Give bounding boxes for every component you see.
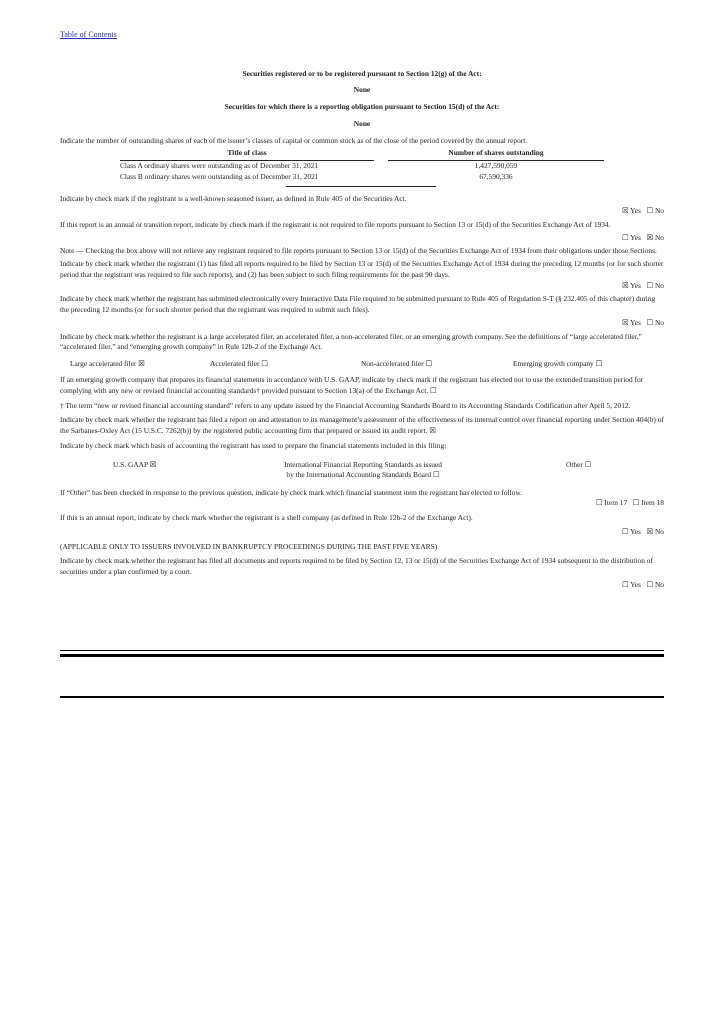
row-class-b-title: Class B ordinary shares were outstanding as of December 31, 2021 [120,171,319,181]
q-shell-text: If this is an annual report, indicate by check mark whether the registrant is a shell company (as defined in Rule 12b-2 of the Exchange Act). [60,513,473,523]
col-spacer [374,148,388,160]
outstanding-intro: Indicate the number of outstanding shares of each of the issuer’s classes of capital or common stock as of the close of the period covered by the annual report. [60,135,528,145]
emerging-growth-option[interactable]: Emerging growth company ☐ [513,359,603,369]
table-underline [286,186,436,187]
large-accelerated-filer-option[interactable]: Large accelerated filer ☒ [70,359,145,369]
q-filed-all-text: Indicate by check mark whether the registrant (1) has filed all reports required to be filed by Section 13 or 15(d) of the Securities Exchange Act of 1934 during the preceding 12 months (or for such shorter period that the registrant was required to file such reports), and (2) has been subject to such filing requirements for the past 90 days. [60,259,664,280]
row-class-b-count: 67,590,336 [479,171,513,181]
shares-table [120,148,604,182]
table-of-contents-link[interactable]: Table of Contents [60,30,117,39]
q-other-item-text: If “Other” has been checked in response to the previous question, indicate by check mark which financial statement item the registrant has elected to follow. [60,487,523,497]
ifrs-option[interactable] [268,460,458,481]
col-number-of-shares: Number of shares outstanding [388,148,604,160]
bankruptcy-heading: (APPLICABLE ONLY TO ISSUERS INVOLVED IN BANKRUPTCY PROCEEDINGS DURING THE PAST FIVE YEARS) [60,541,438,551]
q-not-required-answer[interactable]: ☐ Yes ☒ No [621,232,664,242]
shares-table-header [120,148,604,160]
q-filer-type-text: Indicate by check mark whether the registrant is a large accelerated filer, an accelerated filer, a non-accelerated filer, or an emerging growth company. See the definitions of “large accelerated filer,” “accelerated filer,” and “emerging growth company” in Rule 12b-2 of the Exchange Act. [60,331,642,352]
ifrs-label-line1: International Financial Reporting Standards as issued [284,459,442,469]
bottom-rule-thin-top [60,650,664,651]
table-row [120,161,604,172]
form-page [60,29,664,590]
section-15d-heading: Securities for which there is a reporting obligation pursuant to Section 15(d) of the Act: [224,102,500,112]
q-basis-text: Indicate by check mark which basis of accounting the registrant has used to prepare the financial statements included in this filing: [60,440,447,450]
ifrs-label-line2: by the International Accounting Standards Board ☐ [286,470,440,480]
q-interactive-answer[interactable]: ☒ Yes ☐ No [621,317,664,327]
table-row [120,172,604,183]
q-bankruptcy-answer[interactable]: ☐ Yes ☐ No [621,579,664,589]
other-option[interactable]: Other ☐ [566,459,592,469]
q-emerging-gaap-text: If an emerging growth company that prepares its financial statements in accordance with U.S. GAAP, indicate by check mark if the registrant has elected not to use the extended transition period for complying with any new or revised financial accounting standards† provided pursuant to Section 13(a) of the Exchange Act. ☐ [60,375,644,395]
note-text: Note — Checking the box above will not relieve any registrant required to file reports pursuant to Section 13 or 15(d) of the Securities Exchange Act of 1934 from their obligations under those Sections. [60,245,657,255]
section-15d-value: None [353,118,371,128]
q-other-item-answer[interactable]: ☐ Item 17 ☐ Item 18 [595,498,664,508]
q-not-required-text: If this report is an annual or transition report, indicate by check mark if the registrant is not required to file reports pursuant to Section 13 or 15(d) of the Securities Exchange Act of 1934. [60,220,611,230]
q-interactive-text: Indicate by check mark whether the registrant has submitted electronically every Interactive Data File required to be submitted pursuant to Rule 405 of Regulation S-T (§ 232.405 of this chapter) during the preceding 12 months (or for such shorter period that the registrant was required to submit such files). [60,294,656,315]
footnote-dagger: † The term “new or revised financial accounting standard” refers to any update issued by the Financial Accounting Standards Board to its Accounting Standards Codification after April 5, 2012. [60,400,631,410]
bottom-rule-thick [60,654,664,657]
basis-options-row [60,460,664,486]
q-shell-answer[interactable]: ☐ Yes ☒ No [621,526,664,536]
q-wellknown-answer[interactable]: ☒ Yes ☐ No [621,206,664,216]
section-12g-heading: Securities registered or to be registered pursuant to Section 12(g) of the Act: [242,68,482,78]
q-bankruptcy-text: Indicate by check mark whether the registrant has filed all documents and reports required to be filed by Section 12, 13 or 15(d) of the Securities Exchange Act of 1934 subsequent to the distribution of securities under a plan confirmed by a court. [60,556,653,576]
non-accelerated-filer-option[interactable]: Non-accelerated filer ☐ [361,359,433,369]
row-class-a-title: Class A ordinary shares were outstanding as of December 31, 2021 [120,161,319,171]
col-title-of-class: Title of class [120,148,374,160]
section-12g-value: None [353,85,371,95]
us-gaap-option[interactable]: U.S. GAAP ☒ [113,459,157,469]
page-footer-rule [60,696,664,698]
row-class-a-count: 1,427,590,059 [474,161,518,171]
q-filed-all-answer[interactable]: ☒ Yes ☐ No [621,280,664,290]
accelerated-filer-option[interactable]: Accelerated filer ☐ [210,359,268,369]
filer-options-row [60,359,664,373]
q-internal-control-text: Indicate by check mark whether the registrant has filed a report on and attestation to its management’s assessment of the effectiveness of its internal control over financial reporting under Section 404(b) of the Sarbanes-Oxley Act (15 U.S.C. 7262(b)) by the registered public accounting firm that prepared or issued its audit report. ☒ [60,415,664,436]
q-wellknown-text: Indicate by check mark if the registrant is a well-known seasoned issuer, as defined in Rule 405 of the Securities Act. [60,193,407,203]
